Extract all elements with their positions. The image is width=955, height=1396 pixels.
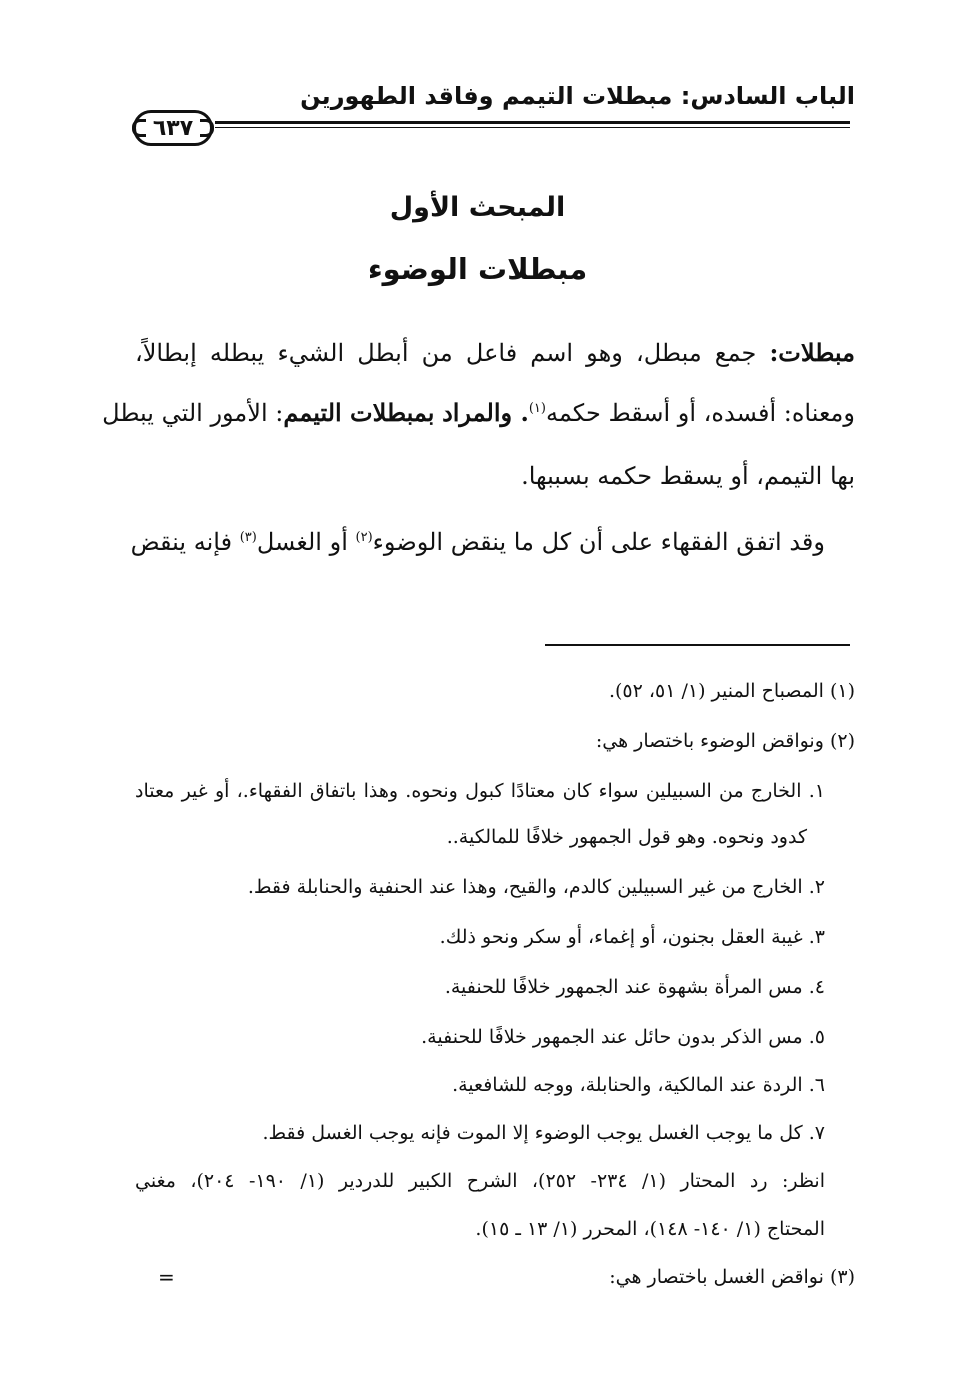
footnote-list-item: ١. الخارج من السبيلين سواء كان معتادًا كبول ونحوه. وهذا باتفاق الفقهاء.، أو غير معتاد [135,780,825,802]
body-text: ومعناه: أفسده، أو أسقط حكمه [545,399,855,427]
header-rule-thin [215,127,850,128]
footnote-list-item: ٣. غيبة العقل بجنون، أو إغماء، أو سكر ونحو ذلك. [439,926,825,948]
section-label: المبحث الأول [389,192,566,223]
body-text: وقد اتفق الفقهاء على أن كل ما ينقض الوضوء [372,528,825,556]
footnote-2-title: (٢) ونواقض الوضوء باختصار هي: [595,730,855,752]
footnote-list-item: ٢. الخارج من غير السبيلين كالدم، والقيح، وهذا عند الحنفية والحنابلة فقط. [247,876,825,898]
running-title: الباب السادس: مبطلات التيمم وفاقد الطهورين [300,82,855,110]
term-bold: . والمراد [442,398,529,427]
body-text: جمع مبطل، وهو اسم فاعل من أبطل الشيء يبطله إبطالاً، [135,339,757,367]
footnote-list-item: كدود ونحوه. وهو قول الجمهور خلافًا للمالكية.. [446,826,807,848]
section-title: مبطلات الوضوء [367,252,588,286]
continuation-mark: = [158,1265,175,1289]
footnote-separator [545,644,850,646]
body-text: : الأمور التي يبطل [102,399,284,427]
term-bold: بمبطلات التيمم [283,398,435,427]
footnote-list-item: ٤. مس المرأة بشهوة عند الجمهور خلافًا للحنفية. [444,976,825,998]
footnote-3-title: (٣) نواقض الغسل باختصار هي: [609,1266,855,1288]
footnote-ref[interactable]: (٢) [355,530,373,545]
body-text: فإنه ينقض [130,528,240,556]
footnote-list-item: ٧. كل ما يوجب الغسل يوجب الوضوء إلا الموت فإنه يوجب الغسل فقط. [262,1122,825,1144]
footnote-ref[interactable]: (١) [528,401,546,416]
body-text: بها التيمم، أو يسقط حكمه بسببها. [521,462,855,490]
footnote-ref[interactable]: (٣) [239,530,257,545]
footnote-1: (١) المصباح المنير (١/ ٥١، ٥٢). [608,680,855,702]
footnote-list-item: ٦. الردة عند المالكية، والحنابلة، ووجه للشافعية. [452,1074,825,1096]
term-bold: مبطلات: [769,338,855,367]
body-line [102,398,855,427]
footnote-list-item: ٥. مس الذكر بدون حائل عند الجمهور خلافًا للحنفية. [421,1026,825,1048]
header-rule-thick [215,121,850,124]
page-number-text: ٦٣٧ [152,115,194,141]
body-line [130,528,825,556]
page-number [133,110,213,146]
footnote-reference: المحتاج (١/ ١٤٠- ١٤٨)، المحرر (١/ ١٣ ـ ١٥). [475,1218,825,1240]
footnote-reference: انظر: رد المحتار (١/ ٢٣٤- ٢٥٢)، الشرح الكبير للدردير (١/ ١٩٠- ٢٠٤)، مغني [135,1170,825,1192]
body-line [135,338,855,367]
body-text: أو الغسل [256,528,356,556]
body-line [521,462,855,490]
